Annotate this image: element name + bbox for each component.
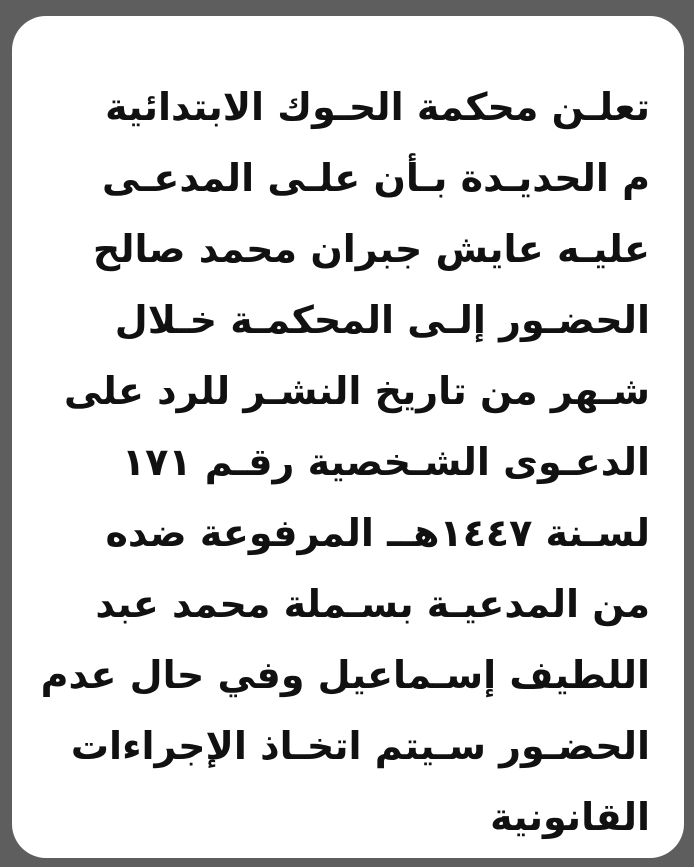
notice-line-6: الدعـوى الشـخصية رقـم ١٧١ [121, 440, 650, 484]
notice-line-3: عليـه عايش جبران محمد صالح [92, 227, 650, 271]
notice-line-1: تعلـن محكمة الحـوك الابتدائية [105, 85, 650, 129]
notice-line-10: الحضـور سـيتم اتخـاذ الإجراءات [70, 724, 650, 768]
notice-line-11: القانونية [490, 795, 650, 839]
notice-line-4: الحضـور إلـى المحكمـة خـلال [114, 298, 650, 342]
notice-line-9: اللطيف إسـماعيل وفي حال عدم [40, 653, 650, 697]
notice-card [12, 16, 684, 858]
notice-line-2: م الحديـدة بـأن علـى المدعـى [101, 156, 650, 200]
court-notice-text [30, 72, 650, 853]
notice-line-5: شـهر من تاريخ النشـر للرد على [64, 369, 650, 413]
notice-line-8: من المدعيـة بسـملة محمد عبد [95, 582, 650, 626]
notice-line-7: لسـنة ١٤٤٧هــ المرفوعة ضده [105, 511, 650, 555]
